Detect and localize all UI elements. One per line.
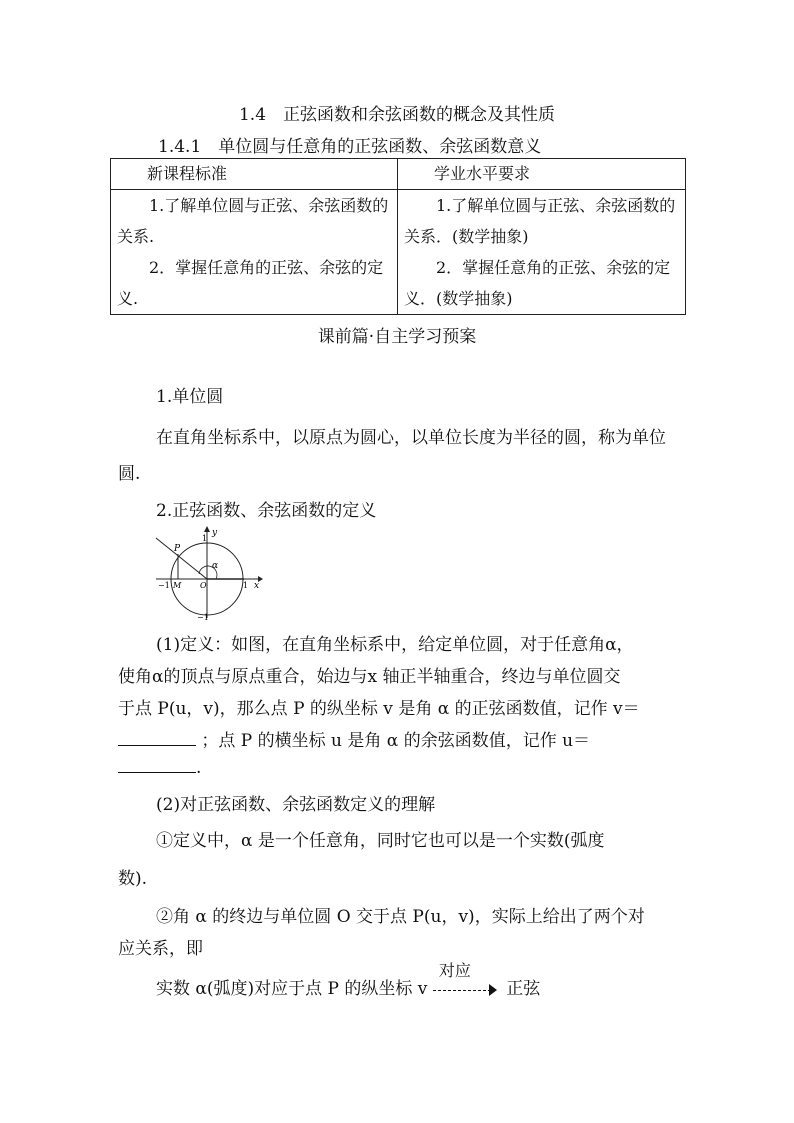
- point-line: 应关系，即: [118, 939, 203, 959]
- definition-text: ；点 P 的横坐标 u 是角 α 的余弦函数值，记作 u＝: [201, 731, 591, 751]
- y-label: y: [212, 528, 218, 538]
- y-axis-arrow-icon: [204, 526, 210, 532]
- unit-circle-figure: [150, 524, 266, 622]
- answer-blank[interactable]: [118, 758, 196, 773]
- correspondence-right: 正弦: [506, 979, 541, 999]
- table-cell: [398, 190, 686, 315]
- table-cell: [111, 190, 398, 315]
- definition-text: .: [196, 758, 202, 778]
- tick-label: −1: [158, 581, 170, 590]
- table-row: [111, 190, 686, 315]
- origin-label: O: [200, 581, 207, 590]
- page-title: 1.4 正弦函数和余弦函数的概念及其性质: [238, 105, 556, 125]
- point-line: ①定义中，α 是一个任意角，同时它也可以是一个实数(弧度: [156, 831, 605, 851]
- correspondence-arrow-label: 对应: [438, 960, 471, 980]
- table-header-row: [111, 159, 686, 190]
- list-item: 2．掌握任意角的正弦、余弦的定义．(数学抽象): [404, 258, 671, 308]
- list-item: 1.了解单位圆与正弦、余弦函数的关系．(数学抽象): [404, 196, 676, 246]
- table-header-cell: 学业水平要求: [398, 159, 686, 190]
- section-subtitle: 1.4.1 单位圆与任意角的正弦函数、余弦函数意义: [158, 137, 542, 157]
- unit-circle-heading: 1.单位圆: [156, 387, 224, 407]
- tick-label: 1: [202, 534, 208, 543]
- definition-line: (1)定义：如图，在直角坐标系中，给定单位圆，对于任意角α，: [156, 635, 634, 655]
- alpha-label: α: [212, 561, 219, 571]
- point-m-label: M: [173, 581, 182, 590]
- tick-label: 1: [243, 581, 249, 590]
- understanding-heading: (2)对正弦函数、余弦函数定义的理解: [156, 795, 436, 815]
- list-item: 2．掌握任意角的正弦、余弦的定义.: [117, 258, 384, 308]
- unit-circle-definition: 在直角坐标系中，以原点为圆心，以单位长度为半径的圆，称为单位圆.: [118, 428, 666, 484]
- arrow-line: [433, 990, 491, 991]
- answer-blank[interactable]: [118, 731, 196, 746]
- arrow-right-icon: [489, 984, 497, 996]
- x-label: x: [254, 581, 260, 591]
- table-header-cell: 新课程标准: [111, 159, 398, 190]
- tick-label: −1: [197, 613, 209, 622]
- sin-cos-heading: 2.正弦函数、余弦函数的定义: [156, 501, 377, 521]
- definition-line: [118, 758, 201, 778]
- correspondence-left: 实数 α(弧度)对应于点 P 的纵坐标 v: [156, 979, 428, 999]
- point-line: 数).: [118, 869, 148, 889]
- section-caption: 课前篇·自主学习预案: [317, 327, 477, 347]
- definition-line: [118, 726, 590, 751]
- correspondence-arrow: [433, 960, 501, 1000]
- point-p-label: P: [174, 544, 181, 554]
- standards-table: [110, 158, 686, 315]
- list-item: 1.了解单位圆与正弦、余弦函数的关系.: [117, 196, 389, 246]
- correspondence-line: [156, 960, 541, 1000]
- definition-line: 使角α的顶点与原点重合，始边与x 轴正半轴重合，终边与单位圆交: [118, 667, 621, 687]
- definition-line: 于点 P(u，v)，那么点 P 的纵坐标 v 是角 α 的正弦函数值，记作 v＝: [118, 699, 640, 719]
- point-line: ②角 α 的终边与单位圆 O 交于点 P(u，v)，实际上给出了两个对: [156, 907, 645, 927]
